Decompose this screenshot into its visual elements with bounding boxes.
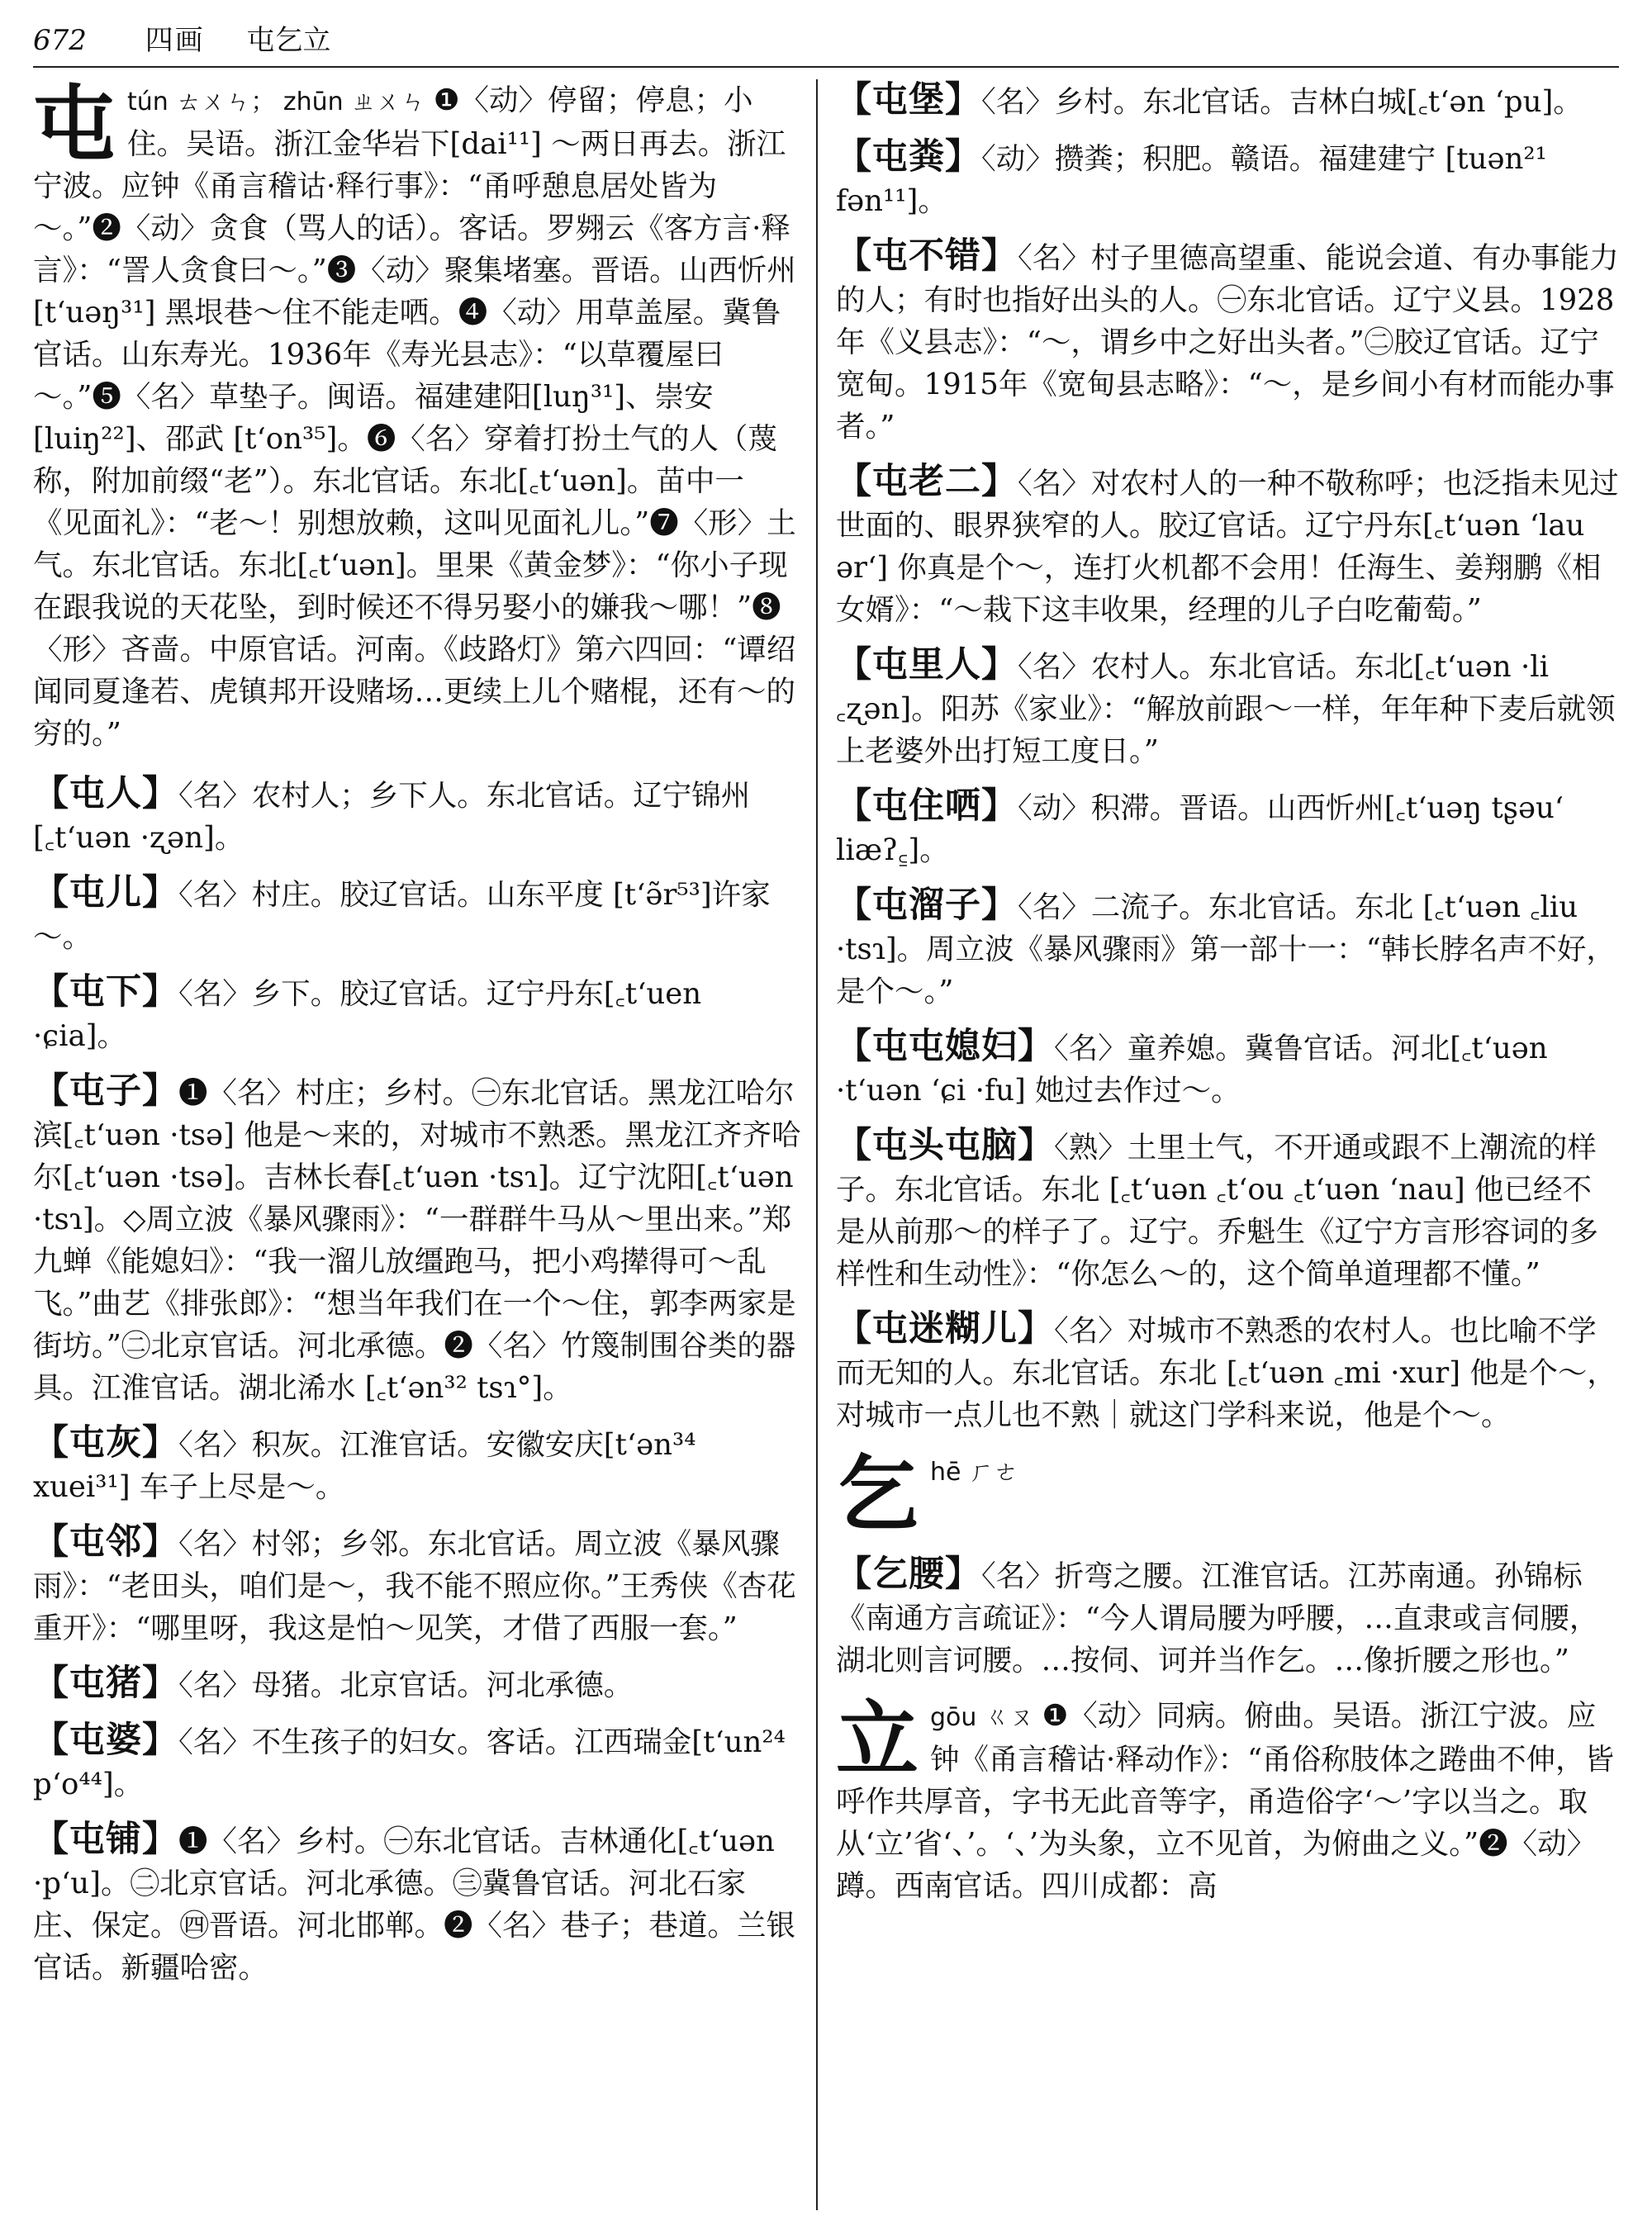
headword: 【屯灰】 bbox=[33, 1422, 178, 1464]
definition: 〈名〉村庄。胶辽官话。山东平度 [t‘ə̃r⁵³]许家～。 bbox=[33, 878, 771, 954]
sub-entry bbox=[836, 885, 1621, 1013]
sub-entry bbox=[836, 136, 1621, 222]
headword: 【屯里人】 bbox=[836, 644, 1018, 686]
definition: 〈名〉不生孩子的妇女。客话。江西瑞金[t‘un²⁴ p‘o⁴⁴]。 bbox=[33, 1725, 786, 1801]
definition: ❶〈名〉乡村。㊀东北官话。吉林通化[꜀t‘uən ·p‘u]。㊁北京官话。河北承德。㊂冀鲁官话。河北石家庄、保定。㊃晋语。河北邯郸。❷〈名〉巷子；巷道。兰银官话。新疆哈密。 bbox=[33, 1824, 796, 1985]
definition: 〈名〉村子里德高望重、能说会道、有办事能力的人；有时也指好出头的人。㊀东北官话。辽宁义县。1928年《义县志》：“～，谓乡中之好出头者。”㊁胶辽官话。辽宁宽甸。1915年《宽甸县志略》：“～，是乡间小有材而能办事者。” bbox=[836, 241, 1619, 444]
main-entry bbox=[33, 79, 801, 755]
definition: 〈名〉农村人；乡下人。东北官话。辽宁锦州[꜀t‘uən ·ʐən]。 bbox=[33, 779, 751, 855]
sub-entry bbox=[836, 1308, 1621, 1436]
definition: 〈名〉乡下。胶辽官话。辽宁丹东[꜀t‘uen ·ɕia]。 bbox=[33, 977, 702, 1053]
sub-entry bbox=[33, 872, 801, 958]
definition: 〈名〉积灰。江淮官话。安徽安庆[t‘ən³⁴ xuei³¹] 车子上尽是～。 bbox=[33, 1428, 696, 1504]
headword: 【屯屯媳妇】 bbox=[836, 1026, 1054, 1067]
headword: 【屯不错】 bbox=[836, 235, 1018, 277]
main-entry bbox=[836, 1445, 1621, 1543]
headword: 【屯人】 bbox=[33, 773, 178, 814]
headword: 【屯下】 bbox=[33, 971, 178, 1013]
sub-entry bbox=[33, 1819, 801, 1989]
sub-entry bbox=[33, 971, 801, 1057]
definition: 〈名〉折弯之腰。江淮官话。江苏南通。孙锦标《南通方言疏证》：“今人谓局腰为呼腰，…直隶或言伺腰，湖北则言诃腰。…按伺、诃并当作乞。…像折腰之形也。” bbox=[836, 1559, 1599, 1677]
headword: 【屯子】 bbox=[33, 1070, 178, 1112]
main-entry bbox=[836, 1691, 1621, 1907]
definition: 〈名〉母猪。北京官话。河北承德。 bbox=[178, 1668, 634, 1702]
headword: 【屯婆】 bbox=[33, 1720, 178, 1761]
sub-entry bbox=[33, 1422, 801, 1508]
sub-entry bbox=[33, 1720, 801, 1805]
definition: 〈熟〉土里土气，不开通或跟不上潮流的样子。东北官话。东北 [꜀t‘uən ꜀t‘ou ꜀t‘uən ‘nau] 他已经不是从前那～的样子了。辽宁。乔魁生《辽宁方言形容词的多样性和生动性》：“你怎么～的，这个简单道理都不懂。” bbox=[836, 1131, 1599, 1291]
header-characters: 屯乞立 bbox=[246, 24, 331, 57]
headword: 【屯溜子】 bbox=[836, 885, 1018, 926]
column-divider bbox=[816, 79, 818, 2210]
page-number: 672 bbox=[33, 24, 87, 57]
headword: 【屯老二】 bbox=[836, 461, 1018, 502]
phonetic: hē ㄏㄜ bbox=[930, 1458, 1019, 1487]
headword: 【屯邻】 bbox=[33, 1521, 178, 1563]
phonetic: tún ㄊㄨㄣ； zhūn ㄓㄨㄣ bbox=[127, 88, 434, 116]
sub-entry bbox=[836, 1125, 1621, 1295]
sub-entry bbox=[33, 773, 801, 859]
section-label: 四画 bbox=[145, 24, 205, 57]
sub-entry bbox=[33, 1521, 801, 1649]
definition: 〈名〉对农村人的一种不敬称呼；也泛指未见过世面的、眼界狭窄的人。胶辽官话。辽宁丹东[꜀t‘uən ‘lau ər‘] 你真是个～，连打火机都不会用！任海生、姜翔鹏《相女婿》：“～栽下这丰收果，经理的儿子白吃葡萄。” bbox=[836, 467, 1619, 627]
headword: 乞 bbox=[836, 1445, 919, 1543]
headword: 【屯铺】 bbox=[33, 1819, 178, 1860]
sub-entry bbox=[836, 1026, 1621, 1112]
right-column bbox=[836, 79, 1621, 2218]
headword: 【屯住哂】 bbox=[836, 785, 1018, 827]
headword: 屯 bbox=[33, 79, 116, 173]
sub-entry bbox=[836, 644, 1621, 772]
headword: 【乞腰】 bbox=[836, 1554, 981, 1595]
definition: ❶〈动〉停留；停息；小住。吴语。浙江金华岩下[dai¹¹] ～两日再去。浙江宁波。应钟《甬言稽诂·释行事》：“甬呼憩息居处皆为～。”❷〈动〉贪食（骂人的话）。客话。罗翙云《客方言·释言》：“詈人贪食曰～。”❸〈动〉聚集堵塞。晋语。山西忻州[t‘uəŋ³¹] 黑垠巷～住不能走哂。❹〈动〉用草盖屋。冀鲁官话。山东寿光。1936年《寿光县志》：“以草覆屋曰～。”❺〈名〉草垫子。闽语。福建建阳[luŋ³¹]、崇安[luiŋ²²]、邵武 [t‘on³⁵]。❻〈名〉穿着打扮土气的人（蔑称，附加前缀“老”）。东北官话。东北[꜀t‘uən]。苗中一《见面礼》：“老～！别想放赖，这叫见面礼儿。”❼〈形〉土气。东北官话。东北[꜀t‘uən]。里果《黄金梦》：“你小子现在跟我说的天花坠，到时候还不得另娶小的嫌我～哪！”❽〈形〉吝啬。中原官话。河南。《歧路灯》第六四回：“谭绍闻同夏逢若、虎镇邦开设赌场…更续上儿个赌棍，还有～的穷的。” bbox=[33, 83, 796, 751]
sub-entry bbox=[836, 1554, 1621, 1682]
headword: 【屯儿】 bbox=[33, 872, 178, 913]
headword: 【屯头屯脑】 bbox=[836, 1125, 1054, 1166]
headword: 【屯迷糊儿】 bbox=[836, 1308, 1054, 1350]
headword: 【屯粪】 bbox=[836, 136, 981, 178]
definition: 〈名〉童养媳。冀鲁官话。河北[꜀t‘uən ·t‘uən ‘ɕi ·fu] 她过去作过～。 bbox=[836, 1032, 1548, 1108]
sub-entry bbox=[33, 1070, 801, 1409]
phonetic: gōu ㄍㄡ bbox=[930, 1703, 1042, 1732]
headword: 【屯猪】 bbox=[33, 1663, 178, 1704]
definition: 〈名〉村邻；乡邻。东北官话。周立波《暴风骤雨》：“老田头，咱们是～，我不能不照应你。”王秀侠《杏花重开》：“哪里呀，我这是怕～见笑，才借了西服一套。” bbox=[33, 1527, 796, 1645]
sub-entry bbox=[836, 785, 1621, 871]
definition: ❶〈名〉村庄；乡村。㊀东北官话。黑龙江哈尔滨[꜀t‘uən ·tsə] 他是～来的，对城市不熟悉。黑龙江齐齐哈尔[꜀t‘uən ·tsə]。吉林长春[꜀t‘uən ·tsɿ]。辽宁沈阳[꜀t‘uən ·tsɿ]。◇周立波《暴风骤雨》：“一群群牛马从～里出来。”郑九蝉《能媳妇》：“我一溜儿放缰跑马，把小鸡撵得可～乱飞。”曲艺《排张郎》：“想当年我们在一个～住，郭李两家是街坊。”㊁北京官话。河北承德。❷〈名〉竹篾制围谷类的器具。江淮官话。湖北浠水 [꜀t‘ən³² tsɿ°]。 bbox=[33, 1076, 801, 1405]
definition: 〈动〉积滞。晋语。山西忻州[꜀t‘uəŋ tʂəu‘ liæʔ꜁]。 bbox=[836, 791, 1564, 867]
definition: ❶〈动〉同病。俯曲。吴语。浙江宁波。应钟《甬言稽诂·释动作》：“甬俗称肢体之踡曲不伸，皆呼作共厚音，字书无此音等字，甬造俗字‘～’字以当之。取从‘立’省‘、’。‘、’为头象，立不见首，为俯曲之义。”❷〈动〉蹲。西南官话。四川成都：高 bbox=[836, 1699, 1615, 1903]
page-header bbox=[33, 15, 1619, 68]
definition: 〈名〉对城市不熟悉的农村人。也比喻不学而无知的人。东北官话。东北 [꜀t‘uən ꜀mi ·xur] 他是个～，对城市一点儿也不熟｜就这门学科来说，他是个～。 bbox=[836, 1314, 1616, 1432]
definition: 〈名〉乡村。东北官话。吉林白城[꜀t‘ən ‘pu]。 bbox=[981, 85, 1583, 119]
sub-entry bbox=[836, 461, 1621, 631]
headword: 立 bbox=[836, 1691, 919, 1788]
definition: 〈名〉二流子。东北官话。东北 [꜀t‘uən ꜀liu ·tsɿ]。周立波《暴风骤雨》第一部十一：“韩长脖名声不好，是个～。” bbox=[836, 890, 1616, 1008]
definition: 〈动〉攒粪；积肥。赣语。福建建宁 [tuən²¹ fən¹¹]。 bbox=[836, 142, 1547, 218]
sub-entry bbox=[836, 235, 1621, 448]
sub-entry bbox=[33, 1663, 801, 1706]
left-column bbox=[33, 79, 801, 2218]
definition: 〈名〉农村人。东北官话。东北[꜀t‘uən ·li ꜀ʐən]。阳苏《家业》：“解放前跟～一样，年年种下麦后就领上老婆外出打短工度日。” bbox=[836, 650, 1616, 768]
headword: 【屯堡】 bbox=[836, 79, 981, 121]
sub-entry bbox=[836, 79, 1621, 123]
